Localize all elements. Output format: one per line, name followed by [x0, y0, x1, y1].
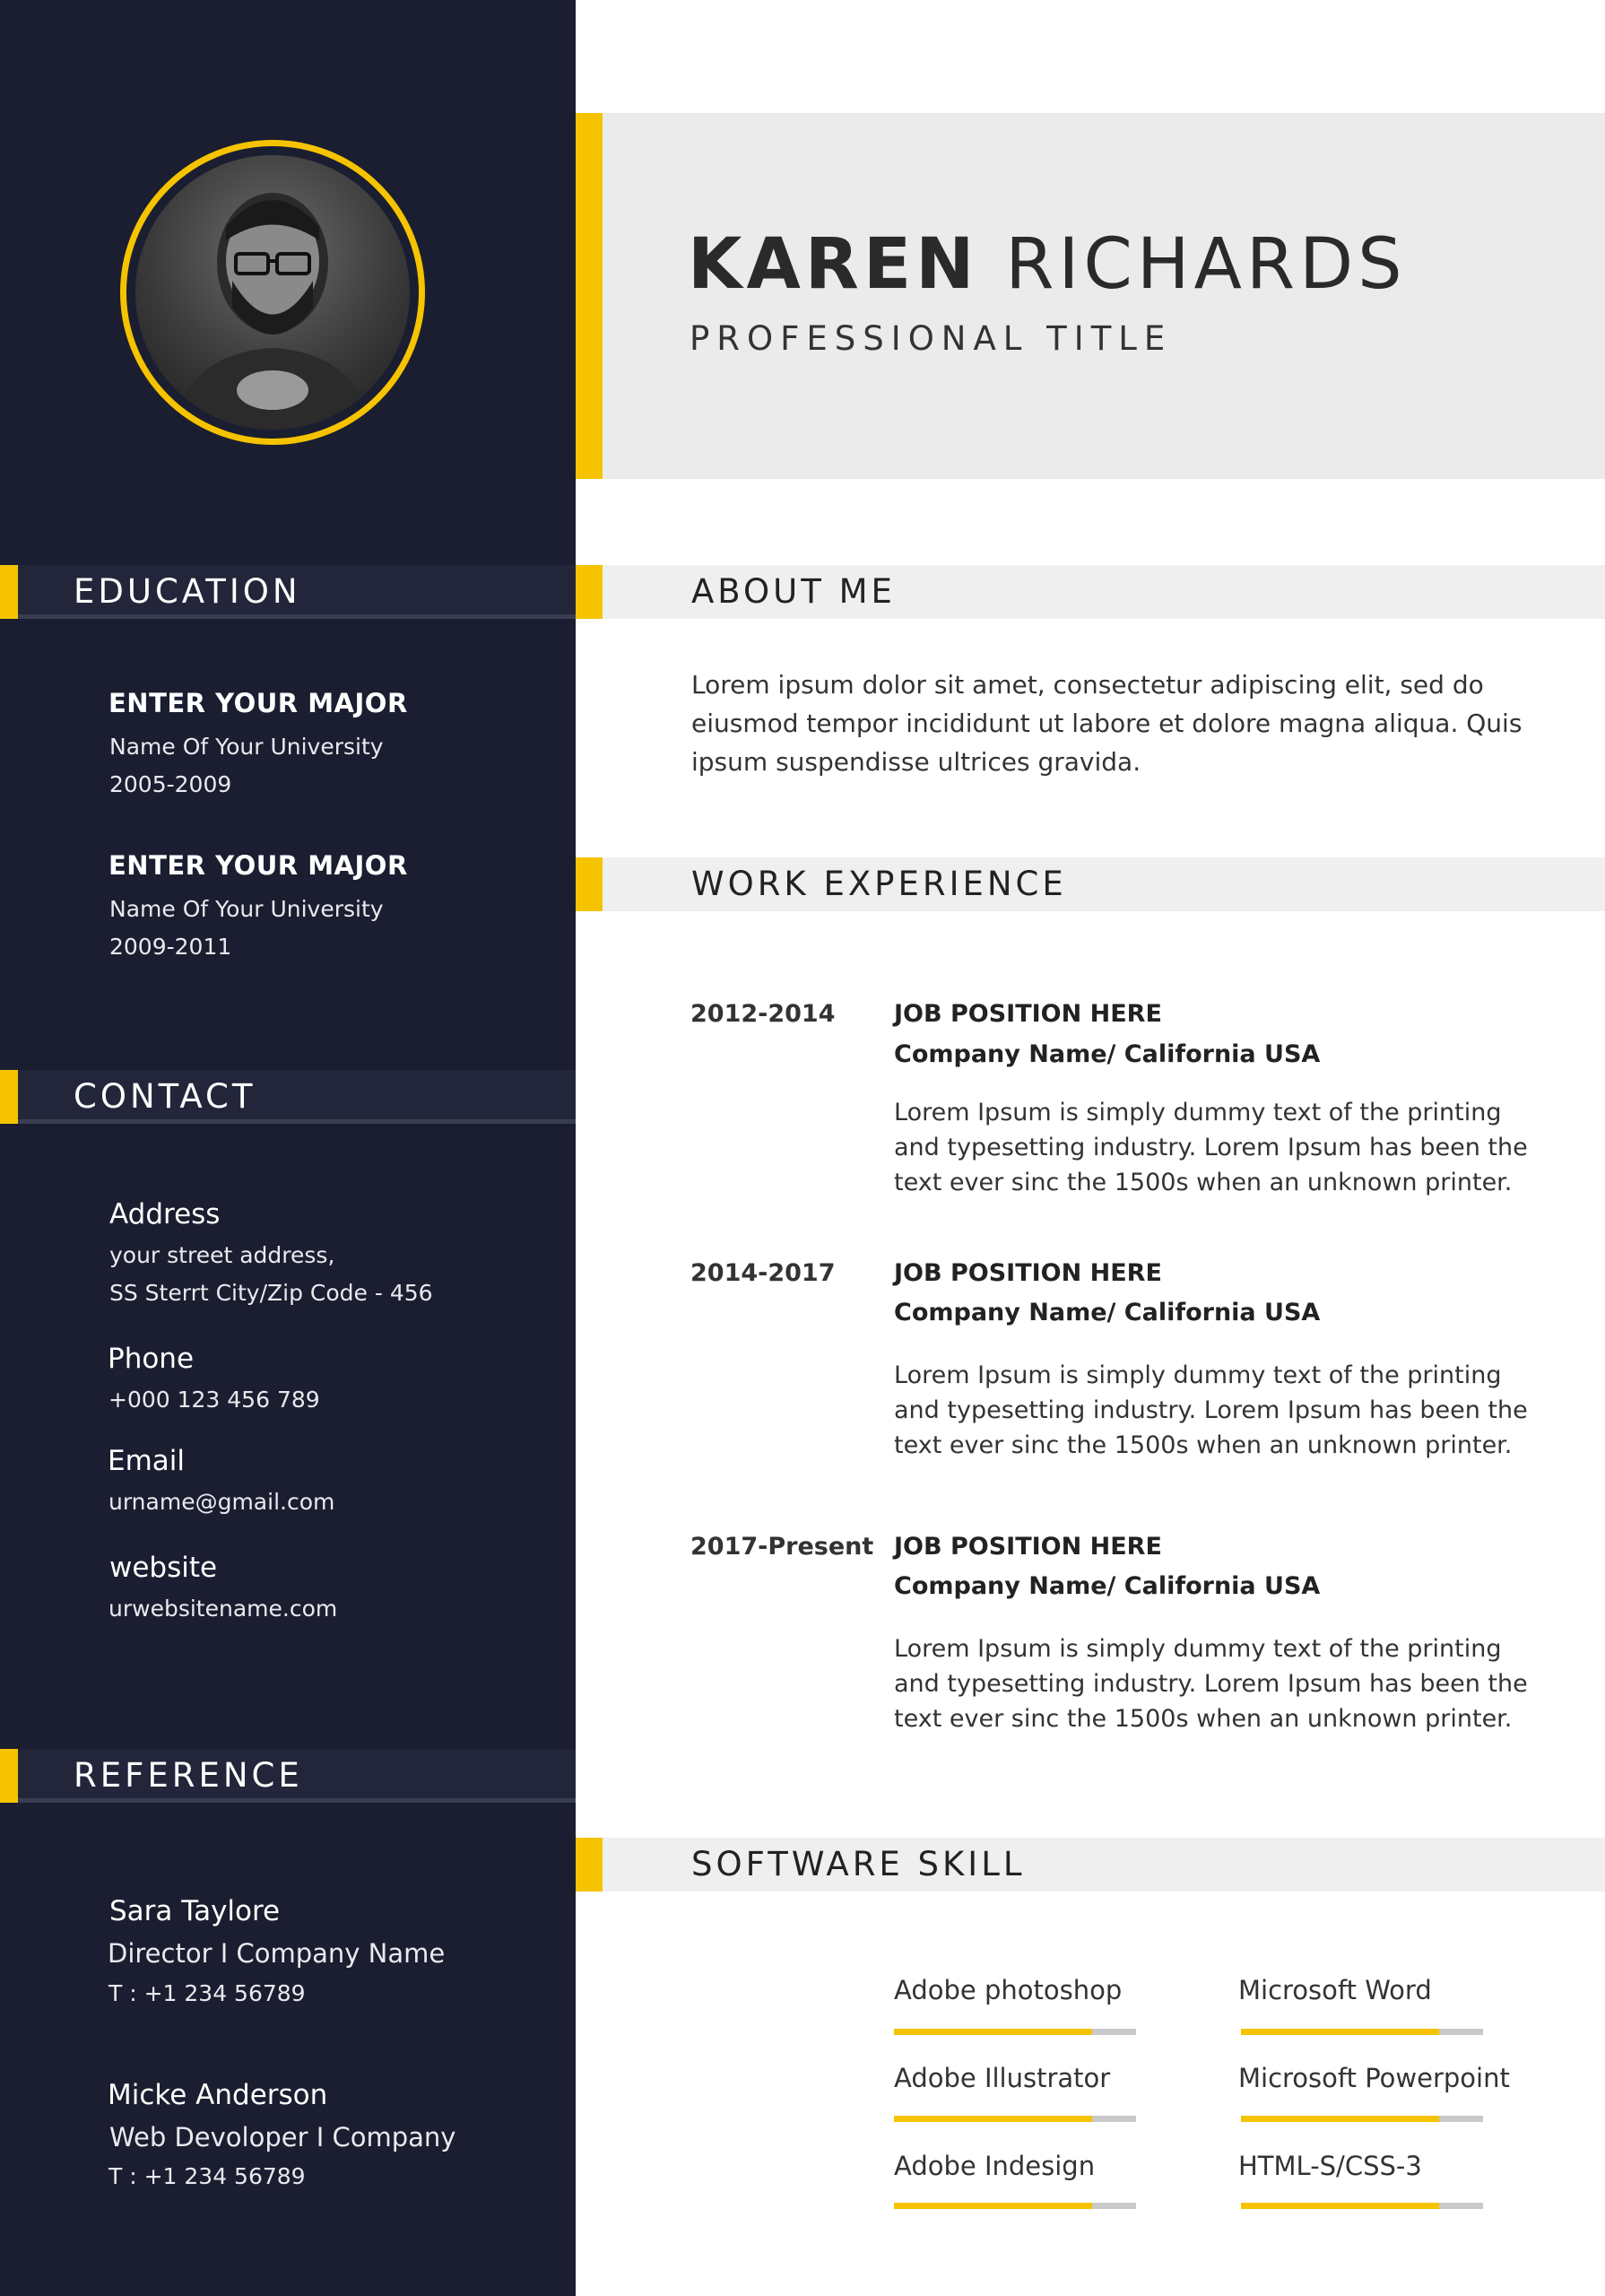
work-desc-3-line-1: Lorem Ipsum is simply dummy text of the printing [894, 1635, 1502, 1663]
skill-label-3: Adobe Illustrator [894, 2063, 1111, 2093]
work-desc-1-line-1: Lorem Ipsum is simply dummy text of the printing [894, 1099, 1502, 1126]
skills-accent [576, 1838, 603, 1892]
address-label: Address [109, 1198, 221, 1231]
work-position-2: JOB POSITION HERE [894, 1259, 1162, 1287]
skill-bar-2 [1241, 2029, 1483, 2035]
name-header-accent [576, 113, 603, 479]
skill-bar-6 [1241, 2203, 1483, 2209]
work-years-1: 2012-2014 [690, 1000, 836, 1028]
work-desc-2-line-1: Lorem Ipsum is simply dummy text of the printing [894, 1361, 1502, 1389]
about-line-1: Lorem ipsum dolor sit amet, consectetur adipiscing elit, sed do [691, 670, 1484, 700]
work-accent [576, 857, 603, 911]
work-description-3 [894, 1631, 1575, 1736]
skill-label-1: Adobe photoshop [894, 1975, 1123, 2005]
work-position-1: JOB POSITION HERE [894, 1000, 1162, 1028]
work-company-2: Company Name/ California USA [894, 1299, 1321, 1326]
work-company-1: Company Name/ California USA [894, 1040, 1321, 1068]
reference-role-1: Director I Company Name [108, 1938, 446, 1969]
skill-bar-1 [894, 2029, 1136, 2035]
skills-heading: SOFTWARE SKILL [691, 1845, 1026, 1883]
work-position-3: JOB POSITION HERE [894, 1533, 1162, 1561]
about-accent [576, 565, 603, 619]
reference-accent [0, 1749, 18, 1803]
skill-label-6: HTML-S/CSS-3 [1238, 2151, 1422, 2181]
education-major-1: ENTER YOUR MAJOR [108, 688, 408, 718]
address-line-2: SS Sterrt City/Zip Code - 456 [109, 1280, 433, 1306]
skill-label-5: Adobe Indesign [894, 2151, 1096, 2181]
work-description-2 [894, 1358, 1575, 1463]
skill-bar-3 [894, 2116, 1136, 2122]
last-name: RICHARDS [1005, 224, 1407, 305]
education-years-1: 2005-2009 [109, 771, 232, 797]
skill-bar-fill [894, 2203, 1092, 2209]
work-desc-1-line-2: and typesetting industry. Lorem Ipsum has been the [894, 1134, 1528, 1161]
skill-bar-fill [894, 2029, 1092, 2035]
reference-phone-1: T : +1 234 56789 [108, 1980, 306, 2006]
education-heading: EDUCATION [74, 572, 301, 611]
contact-heading: CONTACT [74, 1077, 256, 1116]
website-value[interactable]: urwebsitename.com [108, 1596, 338, 1622]
about-text [691, 665, 1588, 781]
phone-value: +000 123 456 789 [108, 1387, 320, 1413]
phone-label: Phone [108, 1343, 195, 1375]
reference-phone-2: T : +1 234 56789 [108, 2163, 306, 2189]
about-line-2: eiusmod tempor incididunt ut labore et dolore magna aliqua. Quis [691, 709, 1523, 738]
contact-accent [0, 1070, 18, 1124]
education-accent [0, 565, 18, 619]
skill-bar-fill [894, 2116, 1092, 2122]
education-years-2: 2009-2011 [109, 934, 232, 960]
skill-bar-fill [1241, 2203, 1439, 2209]
work-desc-3-line-2: and typesetting industry. Lorem Ipsum has been the [894, 1670, 1528, 1698]
work-desc-2-line-2: and typesetting industry. Lorem Ipsum has been the [894, 1396, 1528, 1424]
education-major-2: ENTER YOUR MAJOR [108, 850, 408, 881]
skill-bar-4 [1241, 2116, 1483, 2122]
reference-name-1: Sara Taylore [109, 1895, 281, 1927]
skill-label-2: Microsoft Word [1238, 1975, 1432, 2005]
work-description-1 [894, 1095, 1575, 1200]
professional-title: PROFESSIONAL TITLE [690, 319, 1173, 358]
about-heading: ABOUT ME [691, 572, 896, 611]
reference-heading: REFERENCE [74, 1756, 303, 1795]
work-desc-3-line-3: text ever sinc the 1500s when an unknown printer. [894, 1705, 1513, 1733]
email-value[interactable]: urname@gmail.com [108, 1489, 335, 1515]
work-heading: WORK EXPERIENCE [691, 865, 1067, 903]
person-silhouette-icon [135, 155, 410, 430]
skill-label-4: Microsoft Powerpoint [1238, 2063, 1510, 2093]
skill-bar-fill [1241, 2029, 1439, 2035]
education-school-1: Name Of Your University [109, 734, 384, 760]
email-label: Email [108, 1445, 186, 1477]
work-desc-1-line-3: text ever sinc the 1500s when an unknown printer. [894, 1169, 1513, 1196]
reference-name-2: Micke Anderson [108, 2079, 328, 2111]
work-company-3: Company Name/ California USA [894, 1572, 1321, 1600]
work-years-3: 2017-Present [690, 1533, 874, 1561]
website-label: website [109, 1552, 218, 1584]
work-years-2: 2014-2017 [690, 1259, 836, 1287]
skill-bar-fill [1241, 2116, 1439, 2122]
reference-role-2: Web Devoloper I Company [109, 2122, 456, 2152]
skill-bar-5 [894, 2203, 1136, 2209]
education-school-2: Name Of Your University [109, 896, 384, 922]
first-name: KAREN [688, 224, 979, 305]
about-line-3: ipsum suspendisse ultrices gravida. [691, 747, 1141, 777]
address-line-1: your street address, [109, 1242, 335, 1268]
profile-photo [135, 155, 410, 430]
work-desc-2-line-3: text ever sinc the 1500s when an unknown printer. [894, 1431, 1513, 1459]
full-name [688, 224, 1407, 305]
profile-photo-frame [120, 140, 425, 445]
